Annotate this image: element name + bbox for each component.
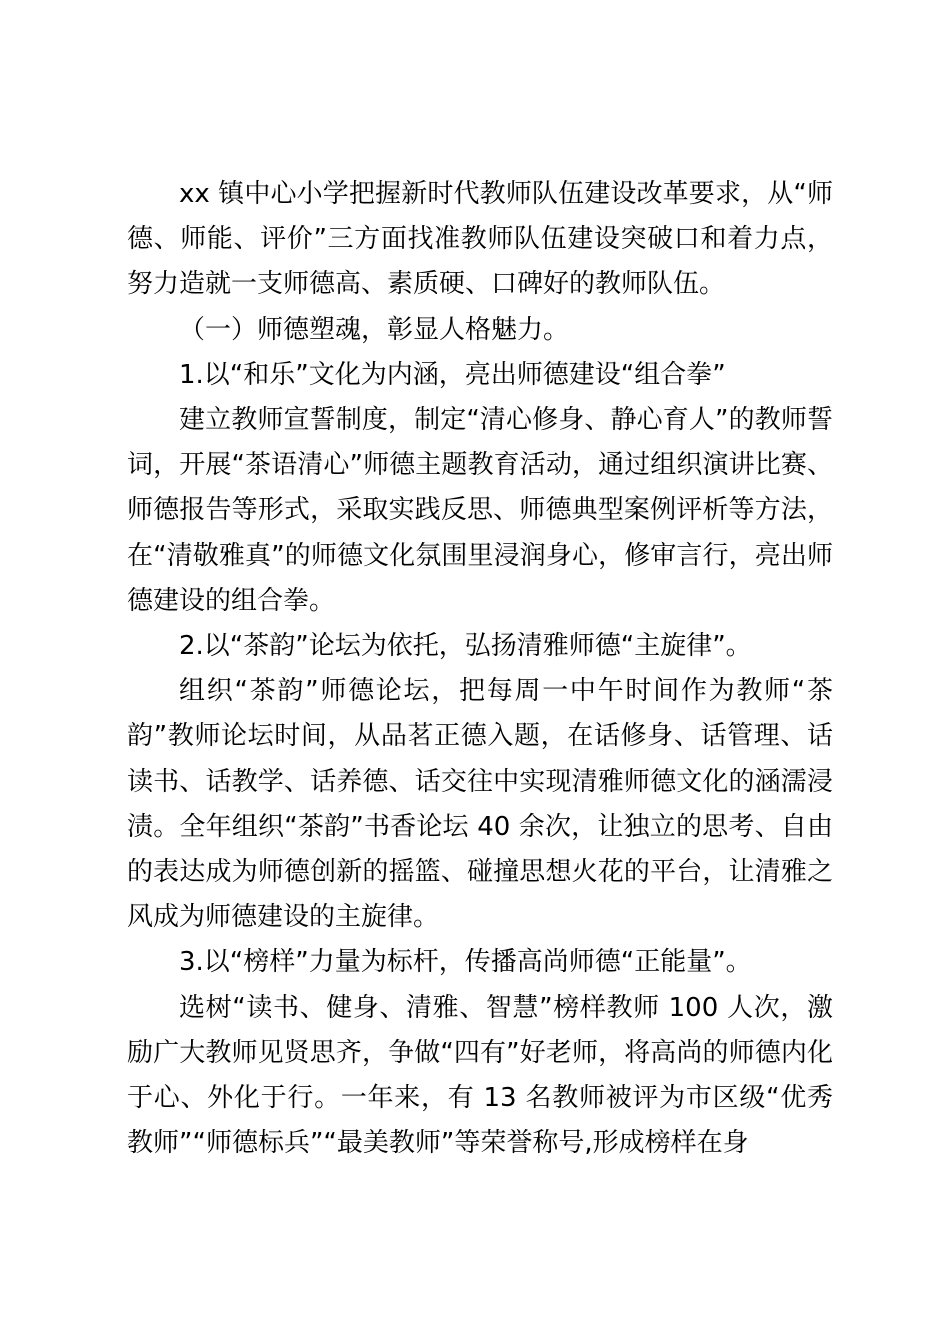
body-paragraph-2: 组织“茶韵”师德论坛，把每周一中午时间作为教师“茶韵”教师论坛时间，从品茗正德入题，在话修身、话管理、话读书、话教学、话养德、话交往中实现清雅师德文化的涵濡浸渍。全年组织“茶韵”书香论坛 40 余次，让独立的思考、自由的表达成为师德创新的摇篮、碰撞思想火花的平台，让清雅之风成为师德建设的主旋律。: [127, 676, 833, 933]
section-heading: （一）师德塑魂，彰显人格魅力。: [179, 314, 570, 345]
body-paragraph-3: 选树“读书、健身、清雅、智慧”榜样教师 100 人次，激励广大教师见贤思齐，争做“四有”好老师，将高尚的师德内化于心、外化于行。一年来，有 13 名教师被评为市区级“优秀教师”“师德标兵”“最美教师”等荣誉称号,形成榜样在身: [127, 992, 833, 1159]
body-paragraph-1: 建立教师宣誓制度，制定“清心修身、静心育人”的教师誓词，开展“茶语清心”师德主题教育活动，通过组织演讲比赛、师德报告等形式，采取实践反思、师德典型案例评析等方法，在“清敬雅真”的师德文化氛围里浸润身心，修审言行，亮出师德建设的组合拳。: [127, 405, 833, 616]
document-body: [127, 172, 833, 1166]
subsection-heading-1: 1.以“和乐”文化为内涵，亮出师德建设“组合拳”: [179, 359, 726, 390]
intro-paragraph: xx 镇中心小学把握新时代教师队伍建设改革要求，从“师德、师能、评价”三方面找准教师队伍建设突破口和着力点，努力造就一支师德高、素质硬、口碑好的教师队伍。: [127, 179, 833, 300]
subsection-heading-3: 3.以“榜样”力量为标杆，传播高尚师德“正能量”。: [179, 947, 752, 978]
subsection-heading-2: 2.以“茶韵”论坛为依托，弘扬清雅师德“主旋律”。: [179, 631, 752, 662]
